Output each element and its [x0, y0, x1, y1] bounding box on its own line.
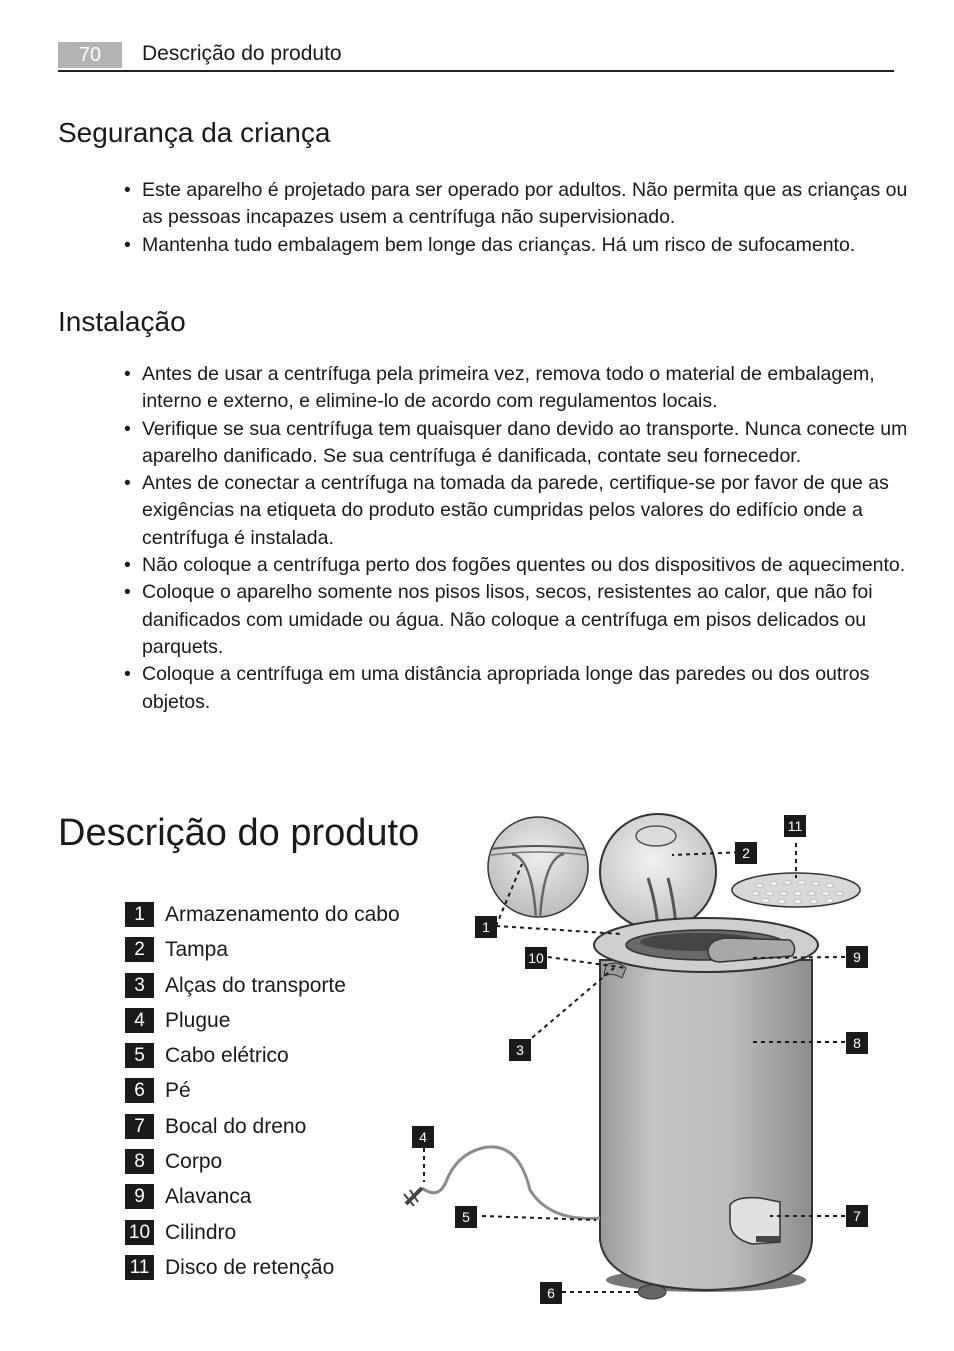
callout-2: 2 — [735, 842, 757, 864]
legend-label: Alças do transporte — [165, 973, 346, 997]
legend-label: Alavanca — [165, 1185, 252, 1209]
legend-number: 5 — [125, 1043, 154, 1068]
retention-disc — [732, 873, 860, 907]
legend-number: 6 — [125, 1078, 154, 1103]
list-item: • Verifique se sua centrífuga tem quaisquer dano devido ao transporte. Nunca conecte um aparelho danificado. Se sua centrífuga é danificada, contate seu fornecedor. — [124, 416, 914, 471]
legend-label: Disco de retenção — [165, 1255, 335, 1279]
legend-number: 11 — [125, 1255, 154, 1280]
callout-6: 6 — [540, 1282, 562, 1304]
legend-number: 1 — [125, 902, 154, 927]
callout-4: 4 — [412, 1126, 434, 1148]
section-title-child-safety: Segurança da criança — [58, 117, 331, 148]
callout-9: 9 — [846, 946, 868, 968]
legend-label: Bocal do dreno — [165, 1114, 307, 1138]
legend-number: 2 — [125, 937, 154, 962]
page-number: 70 — [58, 42, 122, 68]
legend-label: Tampa — [165, 938, 229, 962]
cord-storage-detail — [484, 817, 592, 918]
legend-number: 10 — [125, 1220, 154, 1245]
callout-7: 7 — [846, 1205, 868, 1227]
legend-label: Plugue — [165, 1008, 231, 1032]
page-header — [58, 40, 894, 72]
list-item: • Mantenha tudo embalagem bem longe das crianças. Há um risco de sufocamento. — [124, 232, 914, 259]
legend-number: 8 — [125, 1149, 154, 1174]
callout-5: 5 — [455, 1206, 477, 1228]
dryer-body — [594, 918, 818, 1299]
lid — [600, 814, 716, 935]
callout-1: 1 — [475, 916, 497, 938]
list-item: • Coloque o aparelho somente nos pisos lisos, secos, resistentes ao calor, que não foi danificados com umidade ou água. Não coloque a centrífuga em pisos delicados ou parquets. — [124, 579, 914, 661]
legend-number: 3 — [125, 973, 154, 998]
callout-8: 8 — [846, 1032, 868, 1054]
legend-label: Cabo elétrico — [165, 1044, 289, 1068]
list-item: • Este aparelho é projetado para ser operado por adultos. Não permita que as crianças ou as pessoas incapazes usem a centrífuga não supervisionado. — [124, 177, 914, 232]
legend-label: Cilindro — [165, 1220, 237, 1244]
callout-3: 3 — [509, 1039, 531, 1061]
legend-number: 4 — [125, 1008, 154, 1033]
list-item: • Coloque a centrífuga em uma distância apropriada longe das paredes ou dos outros objetos. — [124, 661, 914, 716]
legend-label: Corpo — [165, 1150, 223, 1174]
list-item: • Antes de conectar a centrífuga na tomada da parede, certifique-se por favor de que as exigências na etiqueta do produto estão cumpridas pelos valores do edifício onde a centrífuga é instalada. — [124, 470, 914, 552]
installation-list — [124, 361, 914, 716]
child-safety-list — [124, 177, 914, 259]
list-item: • Não coloque a centrífuga perto dos fogões quentes ou dos dispositivos de aquecimento. — [124, 552, 914, 579]
legend-label: Pé — [165, 1079, 191, 1103]
product-description-title: Descrição do produto — [58, 812, 420, 854]
spin-dryer-diagram — [400, 810, 900, 1310]
legend-number: 7 — [125, 1114, 154, 1139]
power-cord — [404, 1147, 600, 1219]
legend-number: 9 — [125, 1184, 154, 1209]
running-header-title: Descrição do produto — [142, 42, 342, 65]
legend-label: Armazenamento do cabo — [165, 903, 400, 926]
list-item: • Antes de usar a centrífuga pela primeira vez, remova todo o material de embalagem, interno e externo, e elimine-lo de acordo com regulamentos locais. — [124, 361, 914, 416]
section-title-installation: Instalação — [58, 306, 186, 337]
callout-11: 11 — [784, 815, 806, 837]
callout-10: 10 — [525, 947, 547, 969]
spin-dryer-illustration — [400, 810, 900, 1310]
